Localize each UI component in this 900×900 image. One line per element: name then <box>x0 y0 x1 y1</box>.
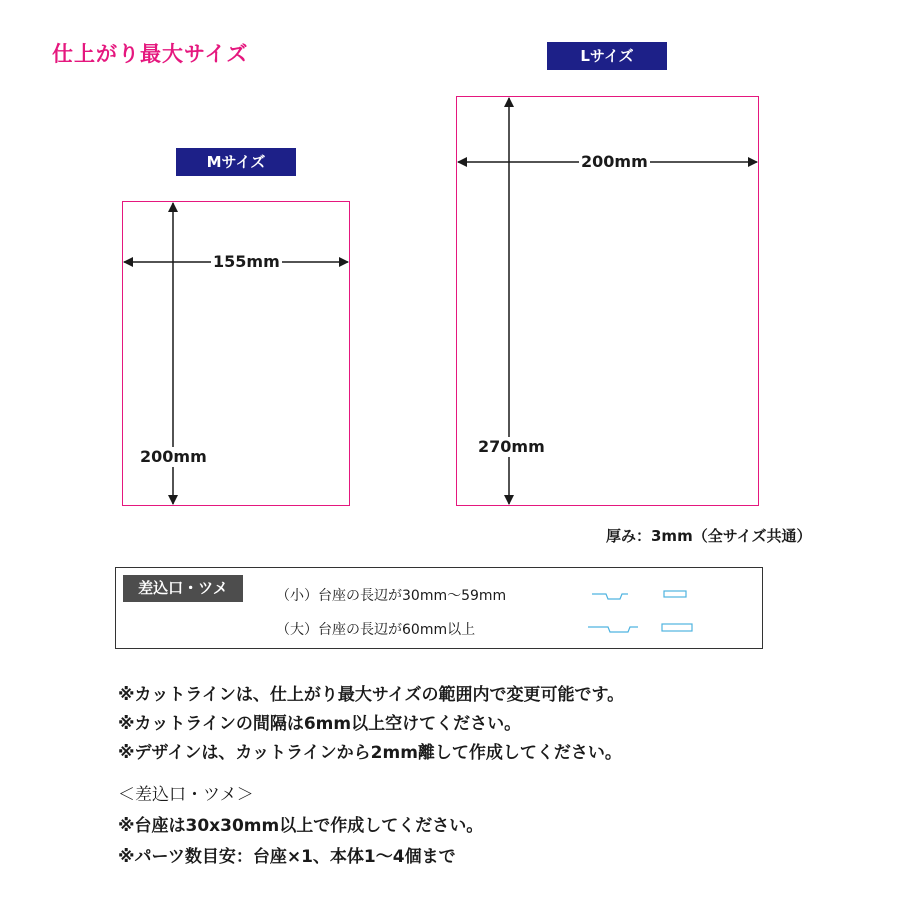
tab-row-small: （小）台座の長辺が30mm〜59mm <box>276 588 507 604</box>
note-2: ※カットラインの間隔は6mm以上空けてください。 <box>118 714 522 734</box>
page-title: 仕上がり最大サイズ <box>52 42 249 66</box>
tab-large-icon <box>662 624 692 631</box>
slot-large-icon <box>588 627 638 632</box>
tab-section-label: 差込口・ツメ <box>123 575 243 602</box>
tab-small-icon <box>664 591 686 597</box>
notes-tab-heading: ＜差込口・ツメ＞ <box>118 785 254 805</box>
l-size-tag: Lサイズ <box>547 42 667 70</box>
note-tab-2: ※パーツ数目安：台座×1、本体1〜4個まで <box>118 847 456 867</box>
m-width-label: 155mm <box>213 252 280 271</box>
note-tab-1: ※台座は30x30mm以上で作成してください。 <box>118 816 484 836</box>
note-1: ※カットラインは、仕上がり最大サイズの範囲内で変更可能です。 <box>118 685 625 705</box>
m-height-label: 200mm <box>140 447 207 466</box>
l-height-label: 270mm <box>478 437 545 456</box>
slot-small-icon <box>592 594 628 599</box>
thickness-note: 厚み：3mm（全サイズ共通） <box>606 527 812 545</box>
l-width-label: 200mm <box>581 152 648 171</box>
note-3: ※デザインは、カットラインから2mm離して作成してください。 <box>118 743 622 763</box>
m-size-tag: Mサイズ <box>176 148 296 176</box>
tab-row-large: （大）台座の長辺が60mm以上 <box>276 622 476 638</box>
